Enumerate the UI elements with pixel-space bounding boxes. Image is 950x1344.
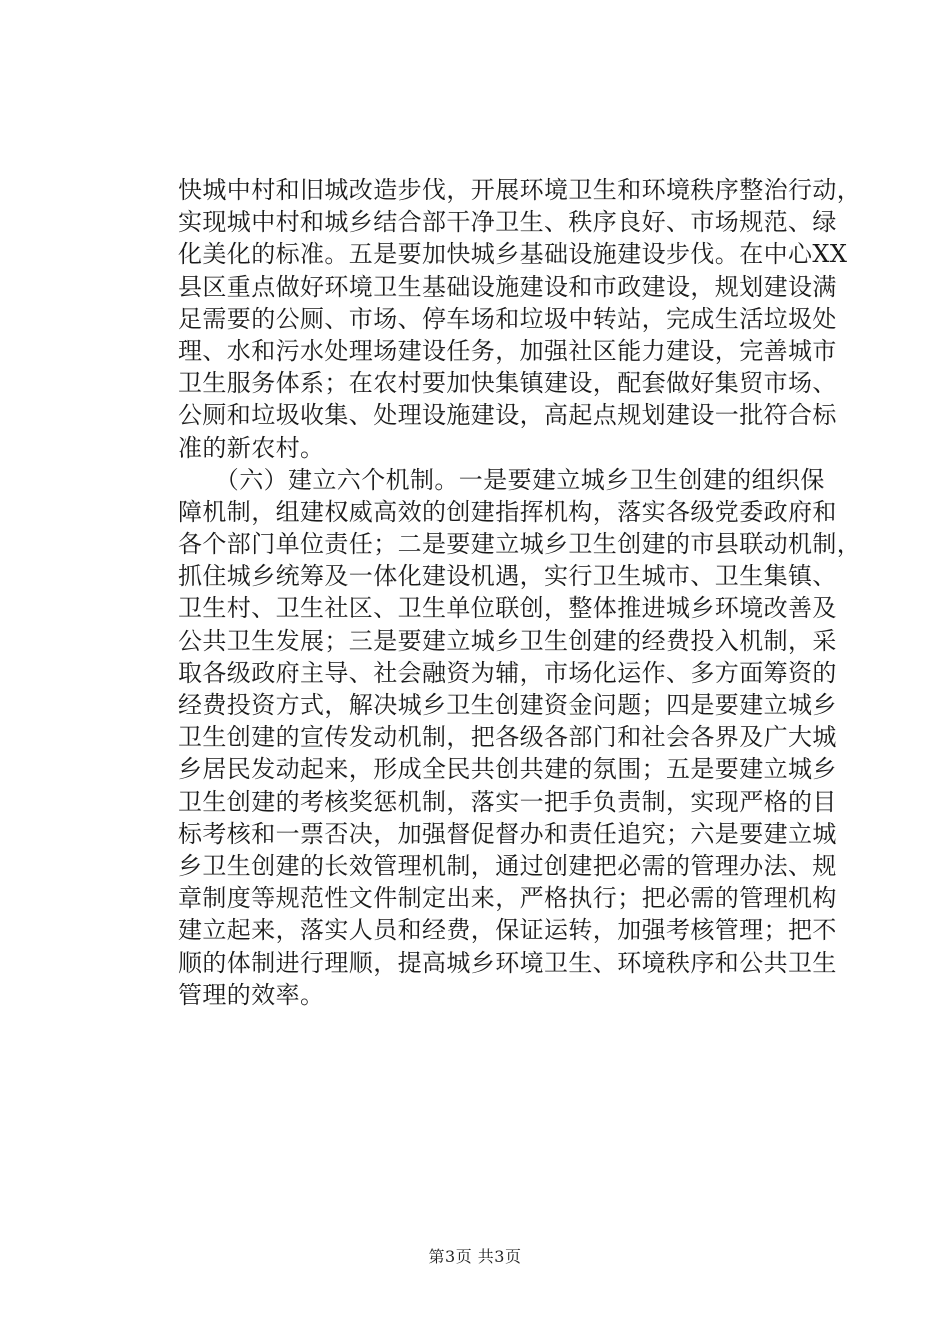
text-line: 县区重点做好环境卫生基础设施建设和市政建设，规划建设满 bbox=[178, 272, 837, 301]
text-line: 取各级政府主导、社会融资为辅，市场化运作、多方面筹资的 bbox=[178, 658, 837, 687]
text-line: 快城中村和旧城改造步伐，开展环境卫生和环境秩序整治行动， bbox=[178, 176, 862, 204]
text-line: 建立起来，落实人员和经费，保证运转，加强考核管理；把不 bbox=[178, 916, 837, 945]
text-line: 乡卫生创建的长效管理机制，通过创建把必需的管理办法、规 bbox=[178, 851, 837, 880]
text-line: 卫生创建的宣传发动机制，把各级各部门和社会各界及广大城 bbox=[178, 723, 837, 752]
text-line: 章制度等规范性文件制定出来，严格执行；把必需的管理机构 bbox=[178, 884, 837, 913]
text-line: 标考核和一票否决，加强督促督办和责任追究；六是要建立城 bbox=[178, 819, 837, 848]
text-line: 准的新农村。 bbox=[178, 433, 325, 462]
text-line: 化美化的标准。五是要加快城乡基础设施建设步伐。在中心XX bbox=[178, 240, 848, 269]
text-line: 足需要的公厕、市场、停车场和垃圾中转站，完成生活垃圾处 bbox=[178, 304, 837, 333]
text-line: 卫生村、卫生社区、卫生单位联创，整体推进城乡环境改善及 bbox=[178, 594, 837, 623]
text-line: 卫生服务体系；在农村要加快集镇建设，配套做好集贸市场、 bbox=[178, 369, 837, 398]
text-line: 顺的体制进行理顺，提高城乡环境卫生、环境秩序和公共卫生 bbox=[178, 948, 837, 977]
text-line: 卫生创建的考核奖惩机制，落实一把手负责制，实现严格的目 bbox=[178, 787, 837, 816]
text-line: 实现城中村和城乡结合部干净卫生、秩序良好、市场规范、绿 bbox=[178, 208, 837, 237]
text-line: 管理的效率。 bbox=[178, 980, 325, 1009]
text-line: 公厕和垃圾收集、处理设施建设，高起点规划建设一批符合标 bbox=[178, 401, 837, 430]
text-line: 公共卫生发展；三是要建立城乡卫生创建的经费投入机制，采 bbox=[178, 626, 837, 655]
paragraph-start-line: （六）建立六个机制。一是要建立城乡卫生创建的组织保 bbox=[178, 465, 825, 494]
text-line: 障机制，组建权威高效的创建指挥机构，落实各级党委政府和 bbox=[178, 497, 837, 526]
text-line: 经费投资方式，解决城乡卫生创建资金问题；四是要建立城乡 bbox=[178, 691, 837, 719]
text-line: 抓住城乡统筹及一体化建设机遇，实行卫生城市、卫生集镇、 bbox=[178, 562, 837, 591]
text-line: 理、水和污水处理场建设任务，加强社区能力建设，完善城市 bbox=[178, 336, 837, 365]
body-text bbox=[178, 174, 878, 1011]
text-line: 各个部门单位责任；二是要建立城乡卫生创建的市县联动机制， bbox=[178, 530, 862, 559]
text-line: 乡居民发动起来，形成全民共创共建的氛围；五是要建立城乡 bbox=[178, 755, 837, 784]
page-number-footer: 第3页 共3页 bbox=[428, 1247, 522, 1266]
